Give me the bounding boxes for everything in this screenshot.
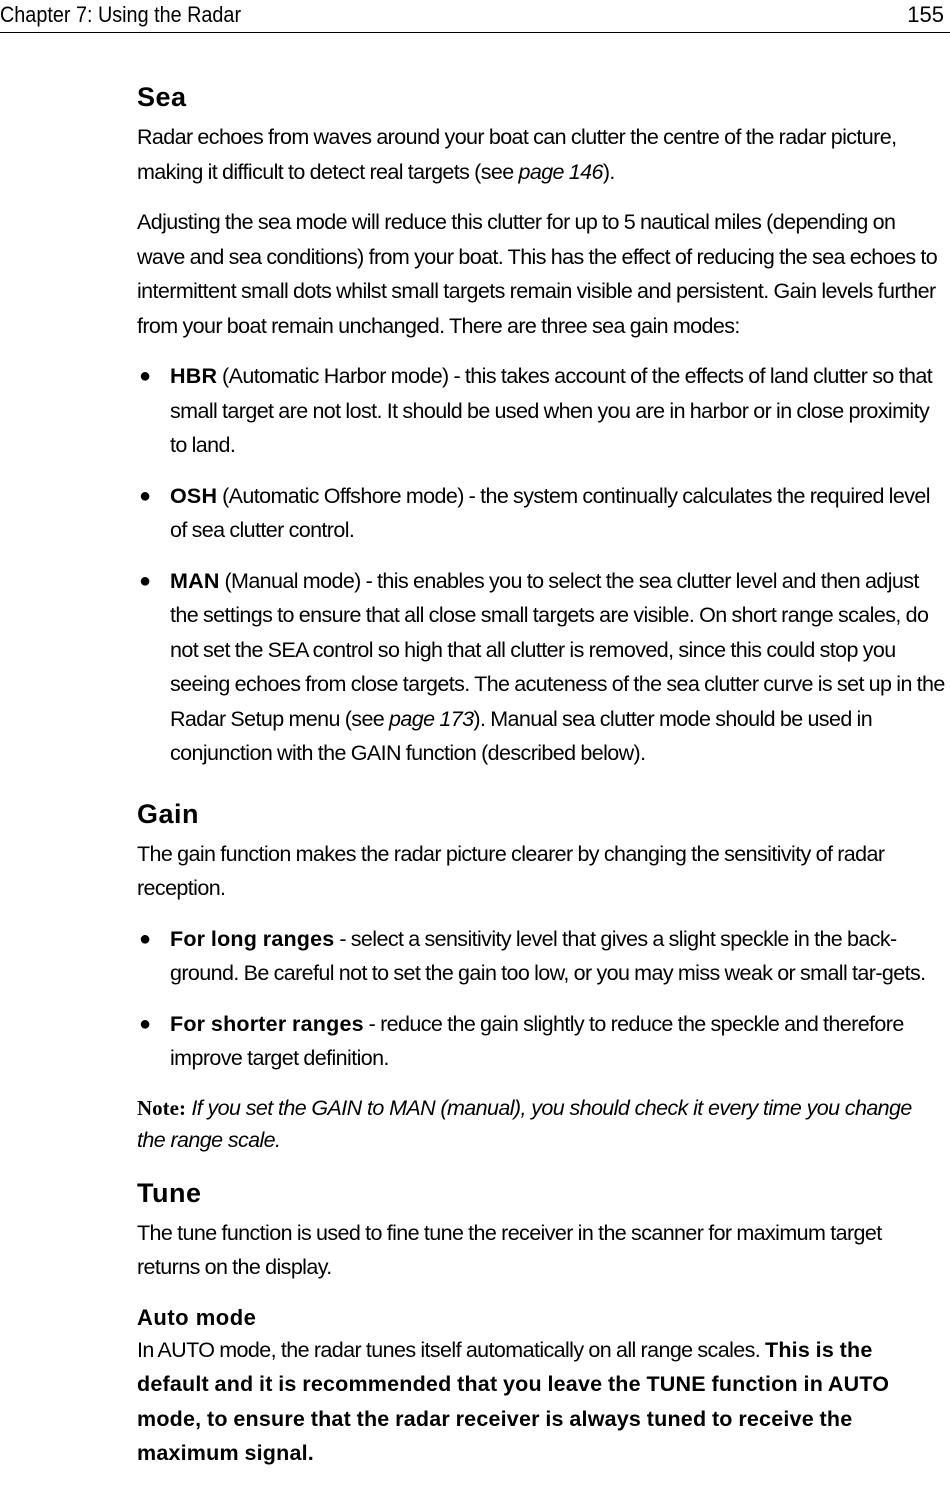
page-number: 155 xyxy=(907,2,944,27)
section-gain xyxy=(137,797,945,1156)
list-item: ● OSH (Automatic Offshore mode) - the system continually calculates the required level of sea clutter control. xyxy=(137,479,945,548)
bullet-term: OSH xyxy=(170,483,218,508)
section-sea xyxy=(137,80,945,771)
heading-sea: Sea xyxy=(137,82,187,112)
bullet-icon: ● xyxy=(139,484,151,507)
page-ref-link[interactable]: page 173 xyxy=(389,706,474,731)
chapter-title: Chapter 7: Using the Radar xyxy=(0,2,242,27)
note-label: Note: xyxy=(137,1095,186,1120)
heading-gain: Gain xyxy=(137,798,200,829)
list-item: ● For long ranges - select a sensitivity level that gives a slight speckle in the back-ground. Be careful not to set the gain too low, or you may miss weak or small tar-gets. xyxy=(137,922,945,991)
heading-tune: Tune xyxy=(137,1177,202,1208)
gain-paragraph-1: The gain function makes the radar picture clearer by changing the sensitivity of radar reception. xyxy=(137,841,885,900)
page-header xyxy=(0,0,950,33)
bullet-term: For long ranges xyxy=(170,926,335,951)
bullet-term: MAN xyxy=(170,568,220,593)
tune-paragraph-1: The tune function is used to fine tune the receiver in the scanner for maximum target returns on the display. xyxy=(137,1220,882,1279)
list-item: ● For shorter ranges - reduce the gain slightly to reduce the speckle and therefore improve target definition. xyxy=(137,1007,945,1076)
page-ref-link[interactable]: page 146 xyxy=(518,159,603,184)
bullet-icon: ● xyxy=(139,569,151,592)
list-item: ● MAN (Manual mode) - this enables you to select the sea clutter level and then adjust the settings to ensure that all close small targets are visible. On short range scales, do not set the SEA control so high that all clutter is removed, since this could stop you seeing echoes from close targets. The acuteness of the sea clutter curve is set up in the Radar Setup menu (see page 173). Manual sea clutter mode should be used in conjunction with the GAIN function (described below). xyxy=(137,564,945,771)
note-text: If you set the GAIN to MAN (manual), you should check it every time you change the range scale. xyxy=(137,1095,912,1152)
section-auto-mode xyxy=(137,1303,945,1471)
bullet-icon: ● xyxy=(139,365,151,387)
bullet-icon: ● xyxy=(139,927,151,950)
sea-paragraph-2: Adjusting the sea mode will reduce this clutter for up to 5 nautical miles (depending on wave and sea conditions) from your boat. This has the effect of reducing the sea echoes to intermittent small dots whilst small targets remain visible and persistent. Gain levels further from your boat remain unchanged. There are three sea gain modes: xyxy=(137,210,938,338)
bullet-term: For shorter ranges xyxy=(170,1011,364,1036)
page-content xyxy=(137,80,945,1487)
list-item: ● HBR (Automatic Harbor mode) - this takes account of the effects of land clutter so that small target are not lost. It should be used when you are in harbor or in close proximity to land. xyxy=(137,359,945,463)
auto-mode-emphasis: This is the default and it is recommended that you leave the TUNE function in AUTO mode, to ensure that the radar receiver is always tuned to receive the maximum signal. xyxy=(137,1337,890,1465)
bullet-term: HBR xyxy=(170,364,218,388)
bullet-icon: ● xyxy=(139,1012,151,1035)
auto-mode-paragraph: In AUTO mode, the radar tunes itself automatically on all range scales. This is the default and it is recommended that you leave the TUNE function in AUTO mode, to ensure that the radar receiver is always tuned to receive the maximum signal. xyxy=(137,1337,890,1465)
sea-paragraph-1: Radar echoes from waves around your boat can clutter the centre of the radar picture, making it difficult to detect real targets (see page 146). xyxy=(137,125,897,184)
heading-auto-mode: Auto mode xyxy=(137,1304,257,1330)
note xyxy=(137,1092,945,1156)
section-tune xyxy=(137,1176,945,1285)
